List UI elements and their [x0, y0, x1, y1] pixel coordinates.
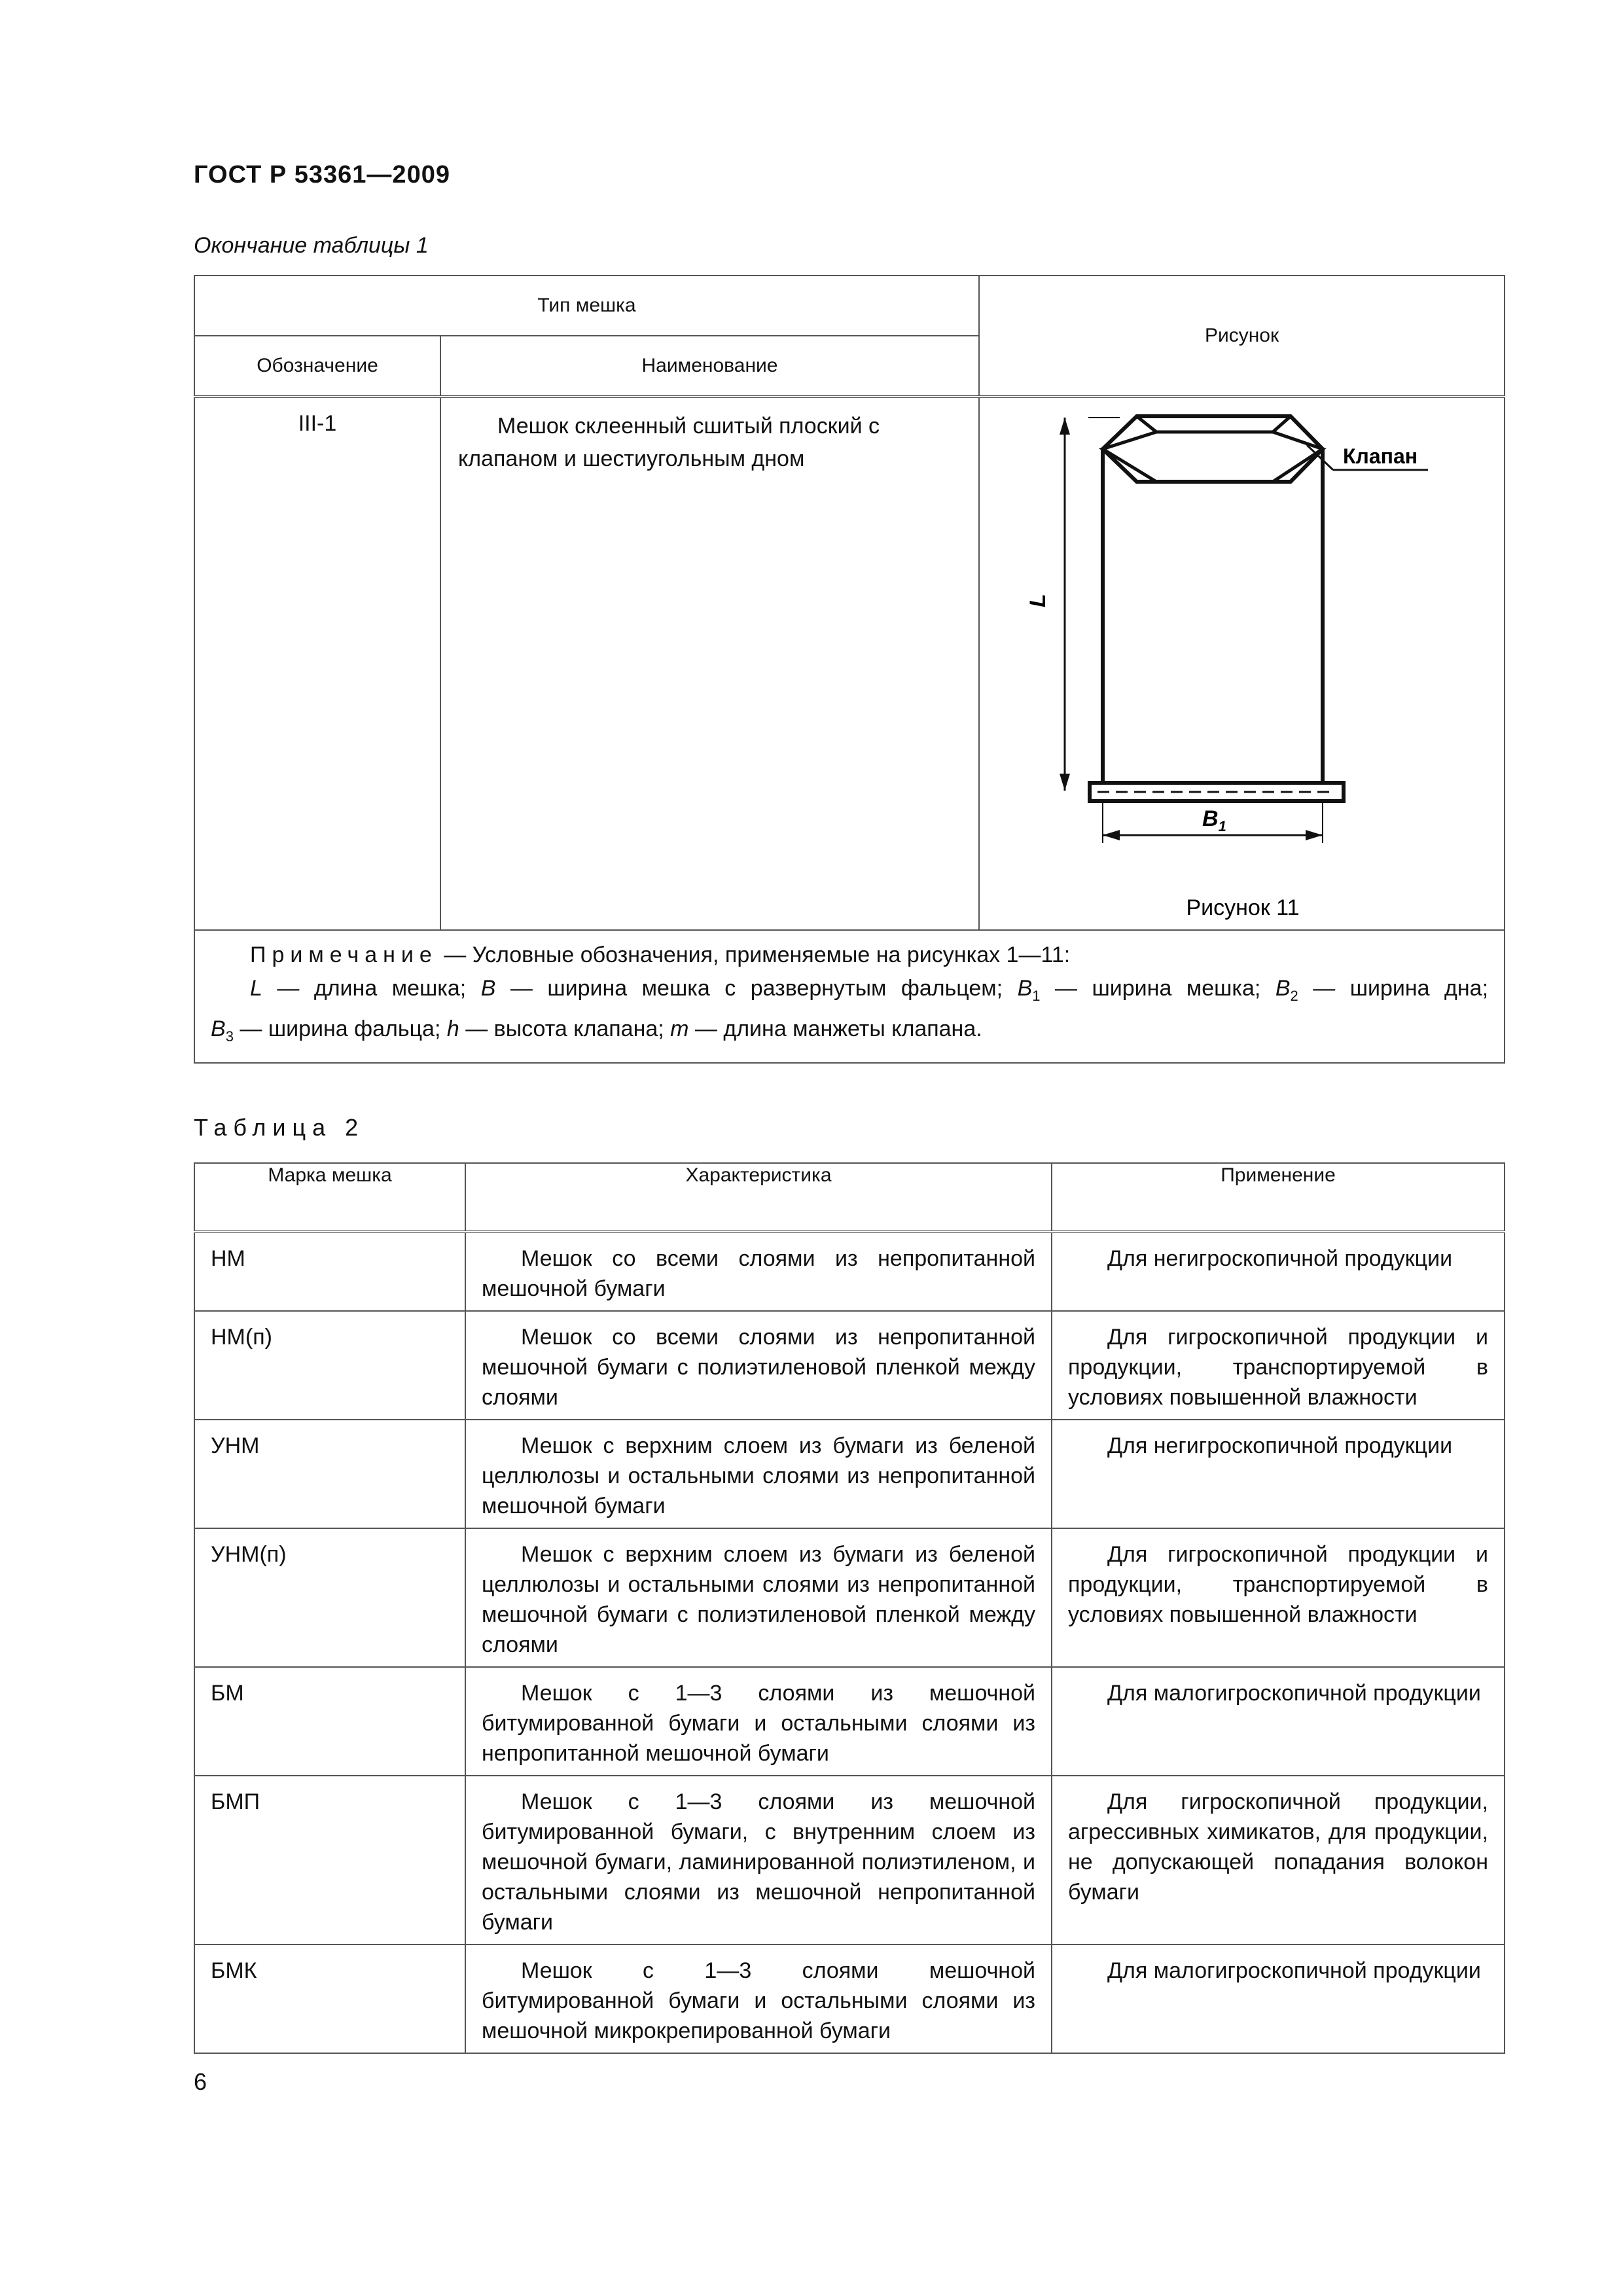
bag-application: Для малогигроскопичной продукции [1052, 1667, 1505, 1776]
bag-application: Для гигроскопичной продукции и продукции, транспортируемой в условиях повышенной влажности [1052, 1528, 1505, 1667]
bag-application: Для гигроскопичной продукции и продукции, транспортируемой в условиях повышенной влажности [1052, 1311, 1505, 1420]
note-symbol-text: — ширина мешка; [1040, 976, 1275, 1001]
bag-application: Для негигроскопичной продукции [1052, 1232, 1505, 1311]
note-symbol: B [1017, 976, 1033, 1001]
figure-cell [979, 397, 1505, 930]
table-1 [194, 275, 1505, 1064]
table-row [194, 1776, 1505, 1945]
bag-mark: БМП [194, 1776, 465, 1945]
bag-mark: НМ(п) [194, 1311, 465, 1420]
table-row [194, 1232, 1505, 1311]
bag-mark: БМК [194, 1945, 465, 2053]
note-symbols [211, 972, 1488, 1013]
bag-characteristic: Мешок с 1—3 слоями из мешочной битумированной бумаги, с внутренним слоем из мешочной бумаги, ламинированной полиэтиленом, и остальными слоями из мешочной непропитанной бумаги [465, 1776, 1052, 1945]
note-symbol: B [480, 976, 496, 1001]
bag-characteristic: Мешок с 1—3 слоями мешочной битумированной бумаги и остальными слоями из мешочной микрокрепированной бумаги [465, 1945, 1052, 2053]
bag-mark: НМ [194, 1232, 465, 1311]
note-label: Примечание [250, 942, 438, 967]
table-row [194, 1311, 1505, 1420]
bag-characteristic: Мешок с 1—3 слоями из мешочной битумированной бумаги и остальными слоями из непропитанной мешочной бумаги [465, 1667, 1052, 1776]
note-symbol: B [211, 1016, 226, 1041]
bag-code: III-1 [194, 397, 440, 930]
bag-application: Для малогигроскопичной продукции [1052, 1945, 1505, 2053]
characteristic-header: Характеристика [465, 1163, 1052, 1232]
note-intro [211, 939, 1488, 972]
figure-caption: Рисунок 11 [1186, 895, 1300, 920]
note-symbol-text: — высота клапана; [459, 1016, 671, 1041]
table-row [194, 1528, 1505, 1667]
note-symbols-cont [211, 1013, 1488, 1053]
name-header: Наименование [440, 336, 979, 397]
table-2-title: Таблица 2 [194, 1114, 365, 1141]
note-symbol-text: — ширина фальца; [233, 1016, 447, 1041]
bag-type-header: Тип мешка [194, 276, 979, 336]
table-row [194, 1667, 1505, 1776]
bag-characteristic: Мешок со всеми слоями из непропитанной мешочной бумаги с полиэтиленовой пленкой между слоями [465, 1311, 1052, 1420]
note-symbol-text: — длина мешка; [262, 976, 481, 1001]
page-number: 6 [194, 2068, 207, 2095]
bag-mark: УНМ(п) [194, 1528, 465, 1667]
table-row [194, 1420, 1505, 1528]
note-symbol: h [446, 1016, 459, 1041]
bag-application: Для гигроскопичной продукции, агрессивных химикатов, для продукции, не допускающей попадания волокон бумаги [1052, 1776, 1505, 1945]
table-note [194, 930, 1505, 1063]
bag-drawing [980, 398, 1505, 929]
note-symbol: m [670, 1016, 689, 1041]
table-continuation-caption: Окончание таблицы 1 [194, 233, 429, 258]
note-symbol: B [1275, 976, 1291, 1001]
bag-characteristic: Мешок со всеми слоями из непропитанной мешочной бумаги [465, 1232, 1052, 1311]
note-symbol-sub: 2 [1290, 987, 1298, 1004]
page-header: ГОСТ Р 53361—2009 [194, 161, 450, 188]
bag-name: Мешок склеенный сшитый плоский с клапаном и шестиугольным дном [440, 397, 979, 930]
figure-header: Рисунок [979, 276, 1505, 397]
length-label: L [1026, 594, 1051, 607]
bag-application: Для негигроскопичной продукции [1052, 1420, 1505, 1528]
valve-label: Клапан [1343, 444, 1418, 468]
note-symbol: L [250, 976, 262, 1001]
note-symbol-sub: 1 [1032, 987, 1041, 1004]
table-row [194, 1945, 1505, 2053]
note-symbol-text: — ширина дна; [1298, 976, 1489, 1001]
bag-characteristic: Мешок с верхним слоем из бумаги из беленой целлюлозы и остальными слоями из непропитанной мешочной бумаги [465, 1420, 1052, 1528]
note-symbol-text: — ширина мешка с развернутым фальцем; [495, 976, 1018, 1001]
bag-characteristic: Мешок с верхним слоем из бумаги из беленой целлюлозы и остальными слоями из непропитанной мешочной бумаги с полиэтиленовой пленкой между слоями [465, 1528, 1052, 1667]
note-symbol-sub: 3 [225, 1028, 234, 1045]
note-intro-text: — Условные обозначения, применяемые на рисунках 1—11: [437, 942, 1071, 967]
mark-header: Марка мешка [194, 1163, 465, 1232]
table-2 [194, 1162, 1505, 2054]
application-header: Применение [1052, 1163, 1505, 1232]
width-label: $B_1$ [1202, 806, 1226, 834]
bag-mark: БМ [194, 1667, 465, 1776]
note-symbol-text: — длина манжеты клапана. [688, 1016, 982, 1041]
designation-header: Обозначение [194, 336, 440, 397]
bag-mark: УНМ [194, 1420, 465, 1528]
